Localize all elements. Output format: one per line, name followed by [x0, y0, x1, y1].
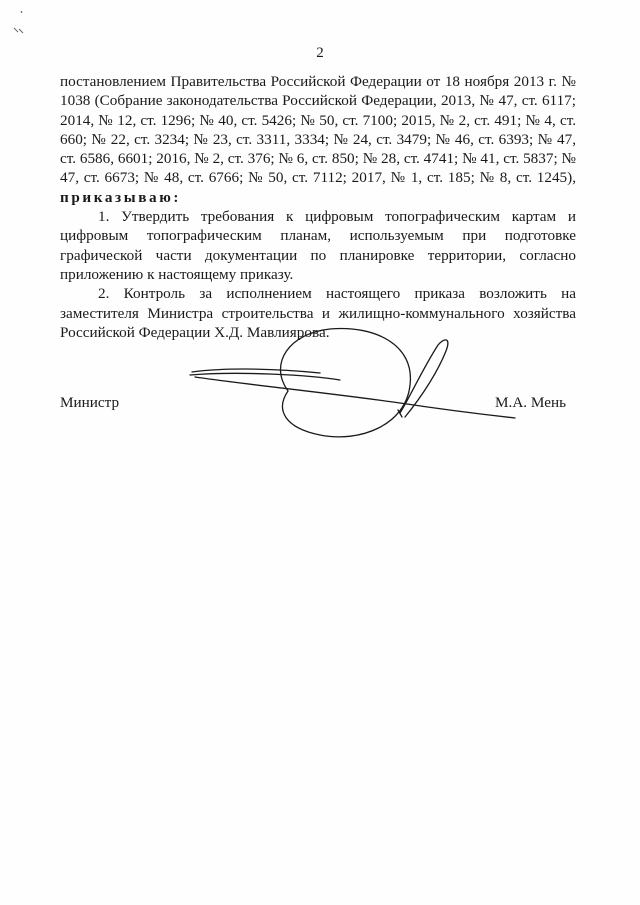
- handwritten-tick-icon: [10, 8, 32, 34]
- intro-paragraph: [60, 72, 576, 207]
- intro-text: постановлением Правительства Российской Федерации от 18 ноября 2013 г. № 1038 (Собрание законодательства Российской Федерации, 2013, № 47, ст. 6117; 2014, № 12, ст. 1296; № 40, ст. 5426; № 50, ст. 7100; 2015, № 2, ст. 491; № 4, ст. 660; № 22, ст. 3234; № 23, ст. 3311, 3334; № 24, ст. 3479; № 46, ст. 6393; № 47, ст. 6586, 6601; 2016, № 2, ст. 376; № 6, ст. 850; № 28, ст. 4741; № 41, ст. 5837; № 47, ст. 6673; № 48, ст. 6766; № 50, ст. 7112; 2017, № 1, ст. 185; № 8, ст. 1245),: [60, 73, 576, 187]
- signatory-title: Министр: [60, 394, 120, 411]
- document-body: [60, 72, 576, 342]
- order-item-2: 2. Контроль за исполнением настоящего приказа возложить на заместителя Министра строительства и жилищно-коммунального хозяйства Российской Федерации Х.Д. Мавлиярова.: [60, 285, 576, 341]
- order-item-1: 1. Утвердить требования к цифровым топографическим картам и цифровым топографическим планам, используемым при подготовке графической части документации по планировке территории, согласно приложению к настоящему приказу.: [60, 208, 576, 283]
- signatory-name: М.А. Мень: [495, 394, 566, 411]
- order-word: приказываю:: [60, 188, 182, 206]
- page-number: 2: [316, 45, 324, 61]
- handwritten-signature-icon: [170, 325, 520, 455]
